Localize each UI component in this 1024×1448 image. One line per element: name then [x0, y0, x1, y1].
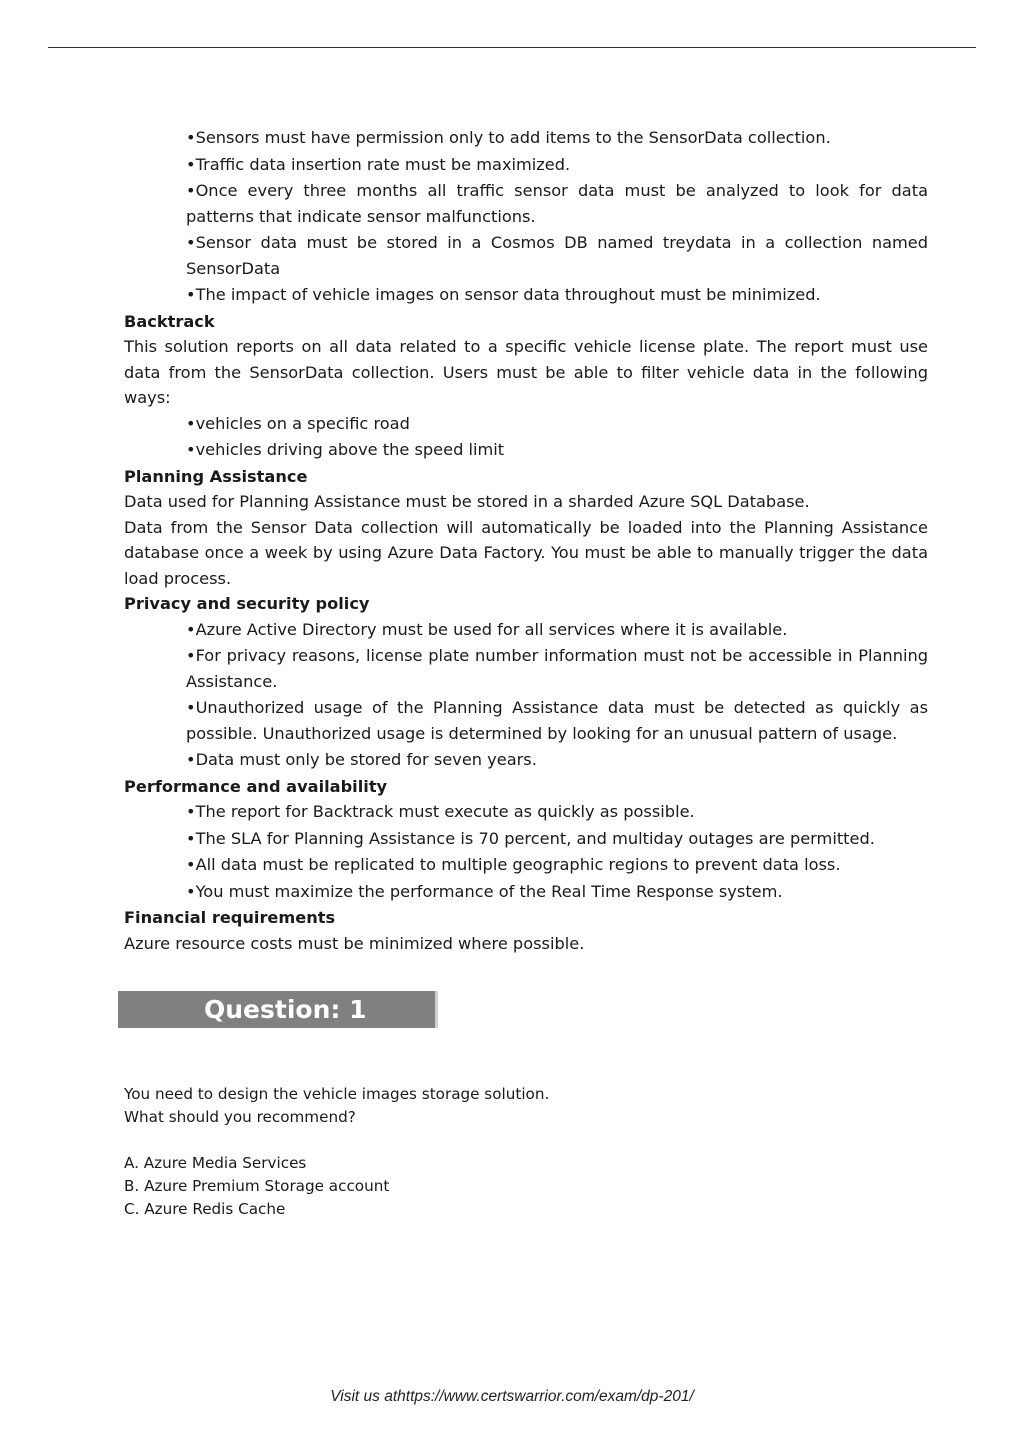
answer-option-c: C. Azure Redis Cache: [124, 1200, 286, 1218]
list-item: • Sensor data must be stored in a Cosmos DB named treydata in a collection named SensorData: [186, 230, 928, 281]
question-block: [124, 1083, 549, 1221]
question-prompt: What should you recommend?: [124, 1108, 356, 1126]
answer-option-a: A. Azure Media Services: [124, 1154, 307, 1172]
backtrack-filter-list: [124, 411, 928, 463]
list-item: • The SLA for Planning Assistance is 70 percent, and multiday outages are permitted.: [186, 826, 928, 852]
planning-paragraph-2: Data from the Sensor Data collection will automatically be loaded into the Planning Assistance database once a week by using Azure Data Factory. You must be able to manually trigger the data load process.: [124, 517, 928, 588]
answer-options: [124, 1152, 549, 1221]
list-item: • Once every three months all traffic sensor data must be analyzed to look for data patterns that indicate sensor malfunctions.: [186, 178, 928, 229]
list-item: • Azure Active Directory must be used for all services where it is available.: [186, 617, 928, 643]
list-item: • vehicles on a specific road: [186, 411, 928, 437]
section-heading-backtrack: Backtrack: [124, 311, 215, 331]
section-heading-planning: Planning Assistance: [124, 466, 308, 486]
list-item: • Sensors must have permission only to add items to the SensorData collection.: [186, 125, 928, 151]
financial-paragraph: Azure resource costs must be minimized where possible.: [124, 933, 585, 953]
requirements-list: [124, 125, 928, 308]
section-heading-privacy: Privacy and security policy: [124, 594, 370, 613]
section-heading-performance: Performance and availability: [124, 776, 388, 796]
list-item: • Unauthorized usage of the Planning Assistance data must be detected as quickly as possible. Unauthorized usage is determined by looking for an unusual pattern of usage.: [186, 695, 928, 746]
header-rule: [48, 47, 976, 48]
footer-link-text: Visit us athttps://www.certswarrior.com/exam/dp-201/: [330, 1388, 694, 1405]
performance-list: [124, 799, 928, 904]
question-banner: [118, 991, 438, 1028]
section-heading-financial: Financial requirements: [124, 908, 336, 927]
list-item: • All data must be replicated to multiple geographic regions to prevent data loss.: [186, 852, 928, 878]
list-item: • For privacy reasons, license plate number information must not be accessible in Planning Assistance.: [186, 643, 928, 694]
list-item: • Data must only be stored for seven years.: [186, 747, 928, 773]
question-text: You need to design the vehicle images storage solution.: [124, 1085, 550, 1103]
privacy-list: [124, 617, 928, 773]
list-item: • vehicles driving above the speed limit: [186, 437, 928, 463]
question-number: Question: 1: [204, 995, 367, 1024]
document-body: [124, 125, 928, 956]
list-item: • You must maximize the performance of the Real Time Response system.: [186, 879, 928, 905]
list-item: • Traffic data insertion rate must be maximized.: [186, 152, 928, 178]
answer-option-b: B. Azure Premium Storage account: [124, 1177, 390, 1195]
list-item: • The impact of vehicle images on sensor data throughout must be minimized.: [186, 282, 928, 308]
list-item: • The report for Backtrack must execute as quickly as possible.: [186, 799, 928, 825]
planning-paragraph-1: Data used for Planning Assistance must be stored in a sharded Azure SQL Database.: [124, 492, 810, 511]
backtrack-paragraph: This solution reports on all data related to a specific vehicle license plate. The report must use data from the SensorData collection. Users must be able to filter vehicle data in the following ways:: [124, 337, 928, 407]
